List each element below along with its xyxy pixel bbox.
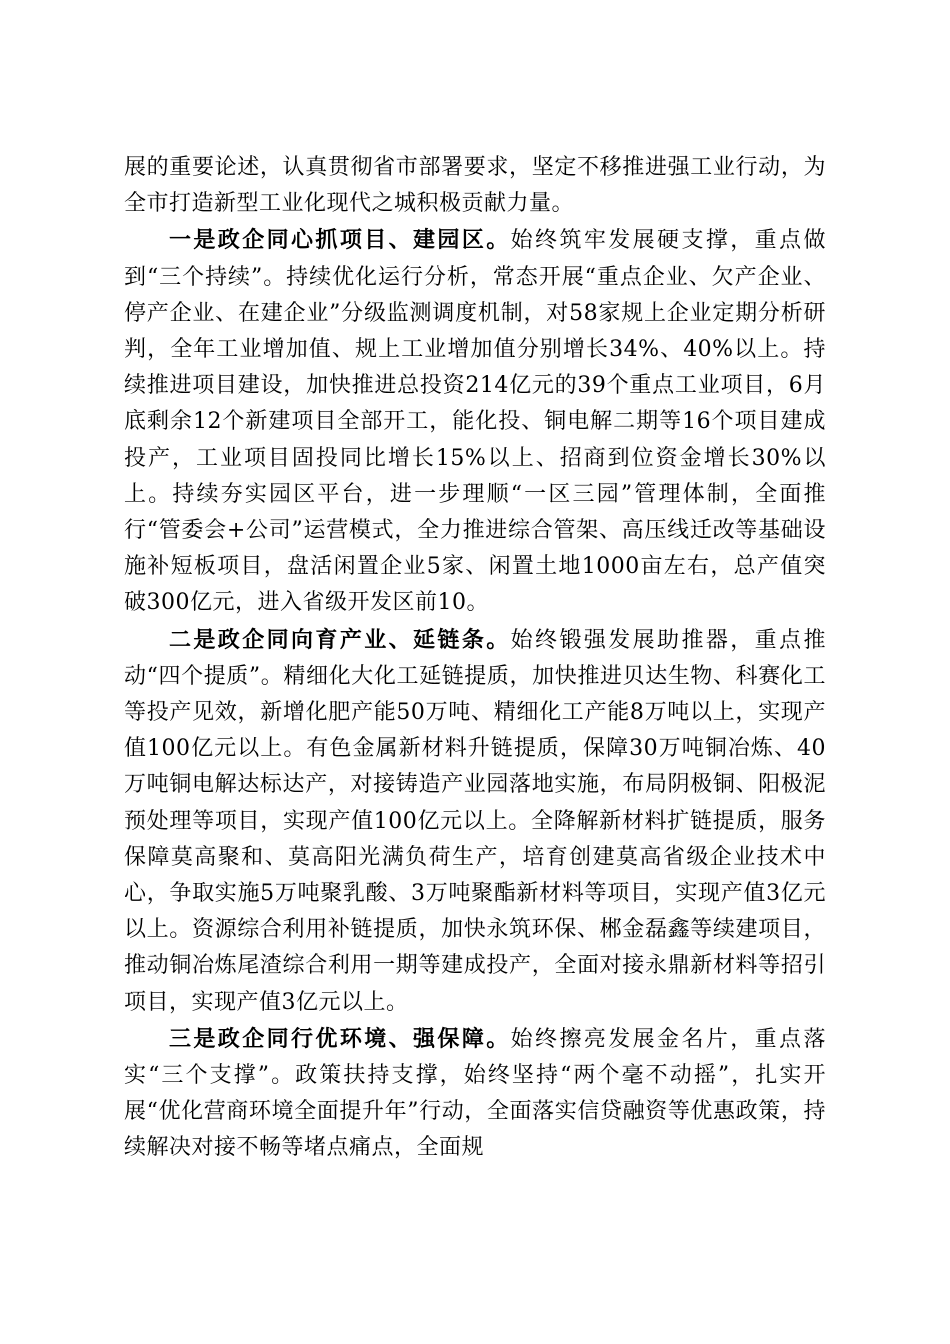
- paragraph-heading: 一是政企同心抓项目、建园区。: [169, 227, 511, 254]
- paragraph-point-three: [124, 1021, 826, 1167]
- paragraph-heading: 三是政企同行优环境、强保障。: [169, 1025, 511, 1052]
- paragraph-text: 始终擦亮发展金名片，重点落实“三个支撑”。政策扶持支撑，始终坚持“两个毫不动摇”，扎实开展“优化营商环境全面提升年”行动，全面落实信贷融资等优惠政策，持续解决对接不畅等堵点痛点，全面规: [124, 1026, 826, 1161]
- document-body: [124, 150, 826, 1167]
- paragraph-text: 始终筑牢发展硬支撑，重点做到“三个持续”。持续优化运行分析，常态开展“重点企业、欠产企业、停产企业、在建企业”分级监测调度机制，对58家规上企业定期分析研判，全年工业增加值、规上工业增加值分别增长34%、40%以上。持续推进项目建设，加快推进总投资214亿元的39个重点工业项目，6月底剩余12个新建项目全部开工，能化投、铜电解二期等16个项目建成投产，工业项目固投同比增长15%以上、招商到位资金增长30%以上。持续夯实园区平台，进一步理顺“一区三园”管理体制，全面推行“管委会+公司”运营模式，全力推进综合管架、高压线迁改等基础设施补短板项目，盘活闲置企业5家、闲置土地1000亩左右，总产值突破300亿元，进入省级开发区前10。: [124, 228, 826, 616]
- paragraph-text: 展的重要论述，认真贯彻省市部署要求，坚定不移推进强工业行动，为全市打造新型工业化现代之城积极贡献力量。: [124, 155, 826, 217]
- paragraph-point-one: [124, 222, 826, 621]
- paragraph-intro: [124, 150, 826, 222]
- paragraph-heading: 二是政企同向育产业、延链条。: [169, 626, 511, 653]
- paragraph-point-two: [124, 622, 826, 1021]
- paragraph-text: 始终锻强发展助推器，重点推动“四个提质”。精细化大化工延链提质，加快推进贝达生物、科赛化工等投产见效，新增化肥产能50万吨、精细化工产能8万吨以上，实现产值100亿元以上。有色金属新材料升链提质，保障30万吨铜冶炼、40万吨铜电解达标达产，对接铸造产业园落地实施，布局阴极铜、阳极泥预处理等项目，实现产值100亿元以上。全降解新材料扩链提质，服务保障莫高聚和、莫高阳光满负荷生产，培育创建莫高省级企业技术中心，争取实施5万吨聚乳酸、3万吨聚酯新材料等项目，实现产值3亿元以上。资源综合利用补链提质，加快永筑环保、郴金磊鑫等续建项目，推动铜冶炼尾渣综合利用一期等建成投产，全面对接永鼎新材料等招引项目，实现产值3亿元以上。: [124, 627, 826, 1015]
